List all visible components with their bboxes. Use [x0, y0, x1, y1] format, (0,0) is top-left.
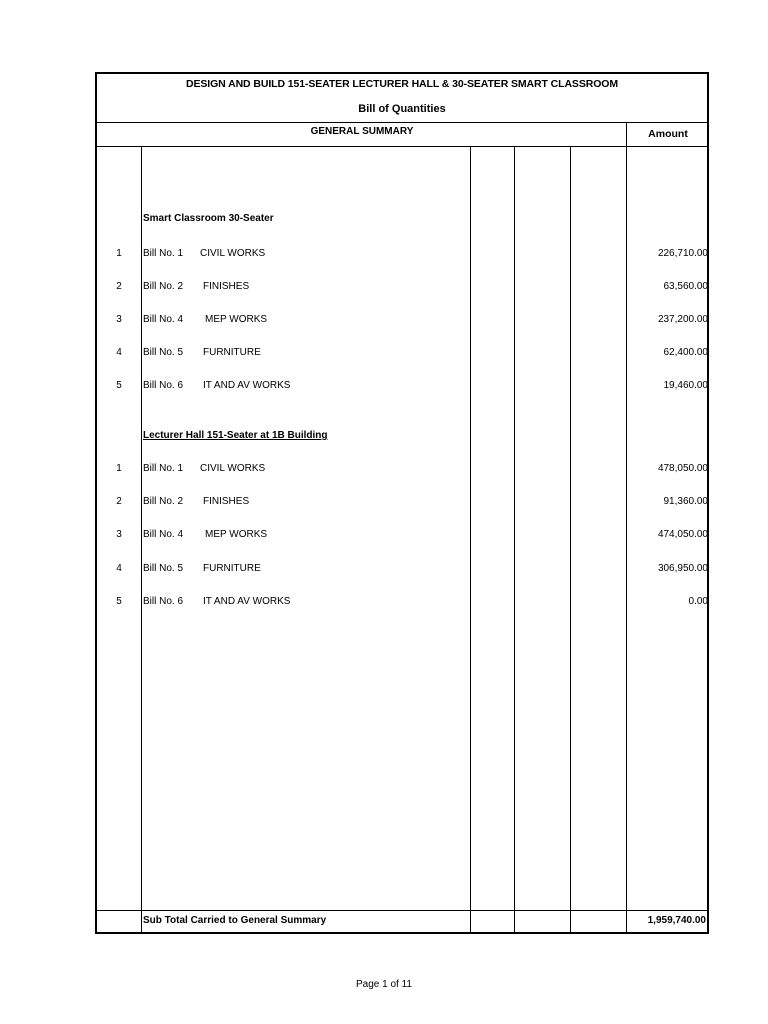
section-title-smart-classroom: Smart Classroom 30-Seater — [143, 213, 274, 224]
item-number: 4 — [116, 563, 122, 574]
table-row — [97, 463, 709, 477]
bill-number: Bill No. 2 — [143, 496, 184, 507]
bill-description: FURNITURE — [203, 347, 261, 358]
table-row — [97, 347, 709, 361]
item-number: 2 — [116, 496, 122, 507]
subtotal-amount: 1,959,740.00 — [647, 915, 706, 926]
bill-amount: 62,400.00 — [663, 347, 708, 358]
table-row — [97, 529, 709, 543]
bill-description: FINISHES — [203, 281, 250, 292]
bill-description: MEP WORKS — [205, 314, 268, 325]
item-number: 4 — [116, 347, 122, 358]
bill-amount: 306,950.00 — [657, 563, 708, 574]
table-row — [97, 563, 709, 577]
bill-amount: 63,560.00 — [663, 281, 708, 292]
bill-number: Bill No. 5 — [143, 347, 184, 358]
general-summary-header: GENERAL SUMMARY — [310, 126, 414, 137]
bill-amount: 226,710.00 — [657, 248, 708, 259]
bill-amount: 474,050.00 — [657, 529, 708, 540]
table-row — [97, 380, 709, 394]
amount-header: Amount — [648, 128, 688, 140]
bill-number: Bill No. 1 — [143, 248, 184, 259]
bill-number: Bill No. 2 — [143, 281, 184, 292]
section-title-lecturer-hall: Lecturer Hall 151-Seater at 1B Building — [143, 430, 328, 441]
bill-amount: 19,460.00 — [663, 380, 708, 391]
item-number: 3 — [116, 529, 122, 540]
subtotal-divider — [97, 910, 707, 911]
document-subtitle: Bill of Quantities — [358, 103, 446, 115]
bill-number: Bill No. 4 — [143, 314, 184, 325]
bill-description: IT AND AV WORKS — [203, 380, 291, 391]
item-number: 1 — [116, 248, 122, 259]
bill-number: Bill No. 4 — [143, 529, 184, 540]
bill-amount: 237,200.00 — [657, 314, 708, 325]
bill-description: CIVIL WORKS — [200, 463, 266, 474]
item-number: 5 — [116, 596, 122, 607]
bill-number: Bill No. 6 — [143, 596, 184, 607]
bill-amount: 91,360.00 — [663, 496, 708, 507]
bill-amount: 478,050.00 — [657, 463, 708, 474]
table-row — [97, 496, 709, 510]
amount-header-divider — [626, 122, 627, 146]
table-row — [97, 248, 709, 262]
item-number: 5 — [116, 380, 122, 391]
bill-of-quantities-table — [95, 72, 709, 934]
bill-amount: 0.00 — [688, 596, 708, 607]
item-number: 2 — [116, 281, 122, 292]
bill-number: Bill No. 5 — [143, 563, 184, 574]
document-title: DESIGN AND BUILD 151-SEATER LECTURER HALL & 30-SEATER SMART CLASSROOM — [186, 78, 618, 90]
bill-description: FINISHES — [203, 496, 250, 507]
bill-description: MEP WORKS — [205, 529, 268, 540]
subtotal-label: Sub Total Carried to General Summary — [143, 915, 327, 926]
column-header-divider — [97, 146, 707, 147]
table-row — [97, 596, 709, 610]
item-number: 1 — [116, 463, 122, 474]
bill-description: FURNITURE — [203, 563, 261, 574]
bill-description: CIVIL WORKS — [200, 248, 266, 259]
item-number: 3 — [116, 314, 122, 325]
bill-description: IT AND AV WORKS — [203, 596, 291, 607]
table-row — [97, 281, 709, 295]
page-number: Page 1 of 11 — [356, 979, 412, 990]
table-row — [97, 314, 709, 328]
bill-number: Bill No. 1 — [143, 463, 184, 474]
bill-number: Bill No. 6 — [143, 380, 184, 391]
header-divider — [97, 122, 707, 123]
